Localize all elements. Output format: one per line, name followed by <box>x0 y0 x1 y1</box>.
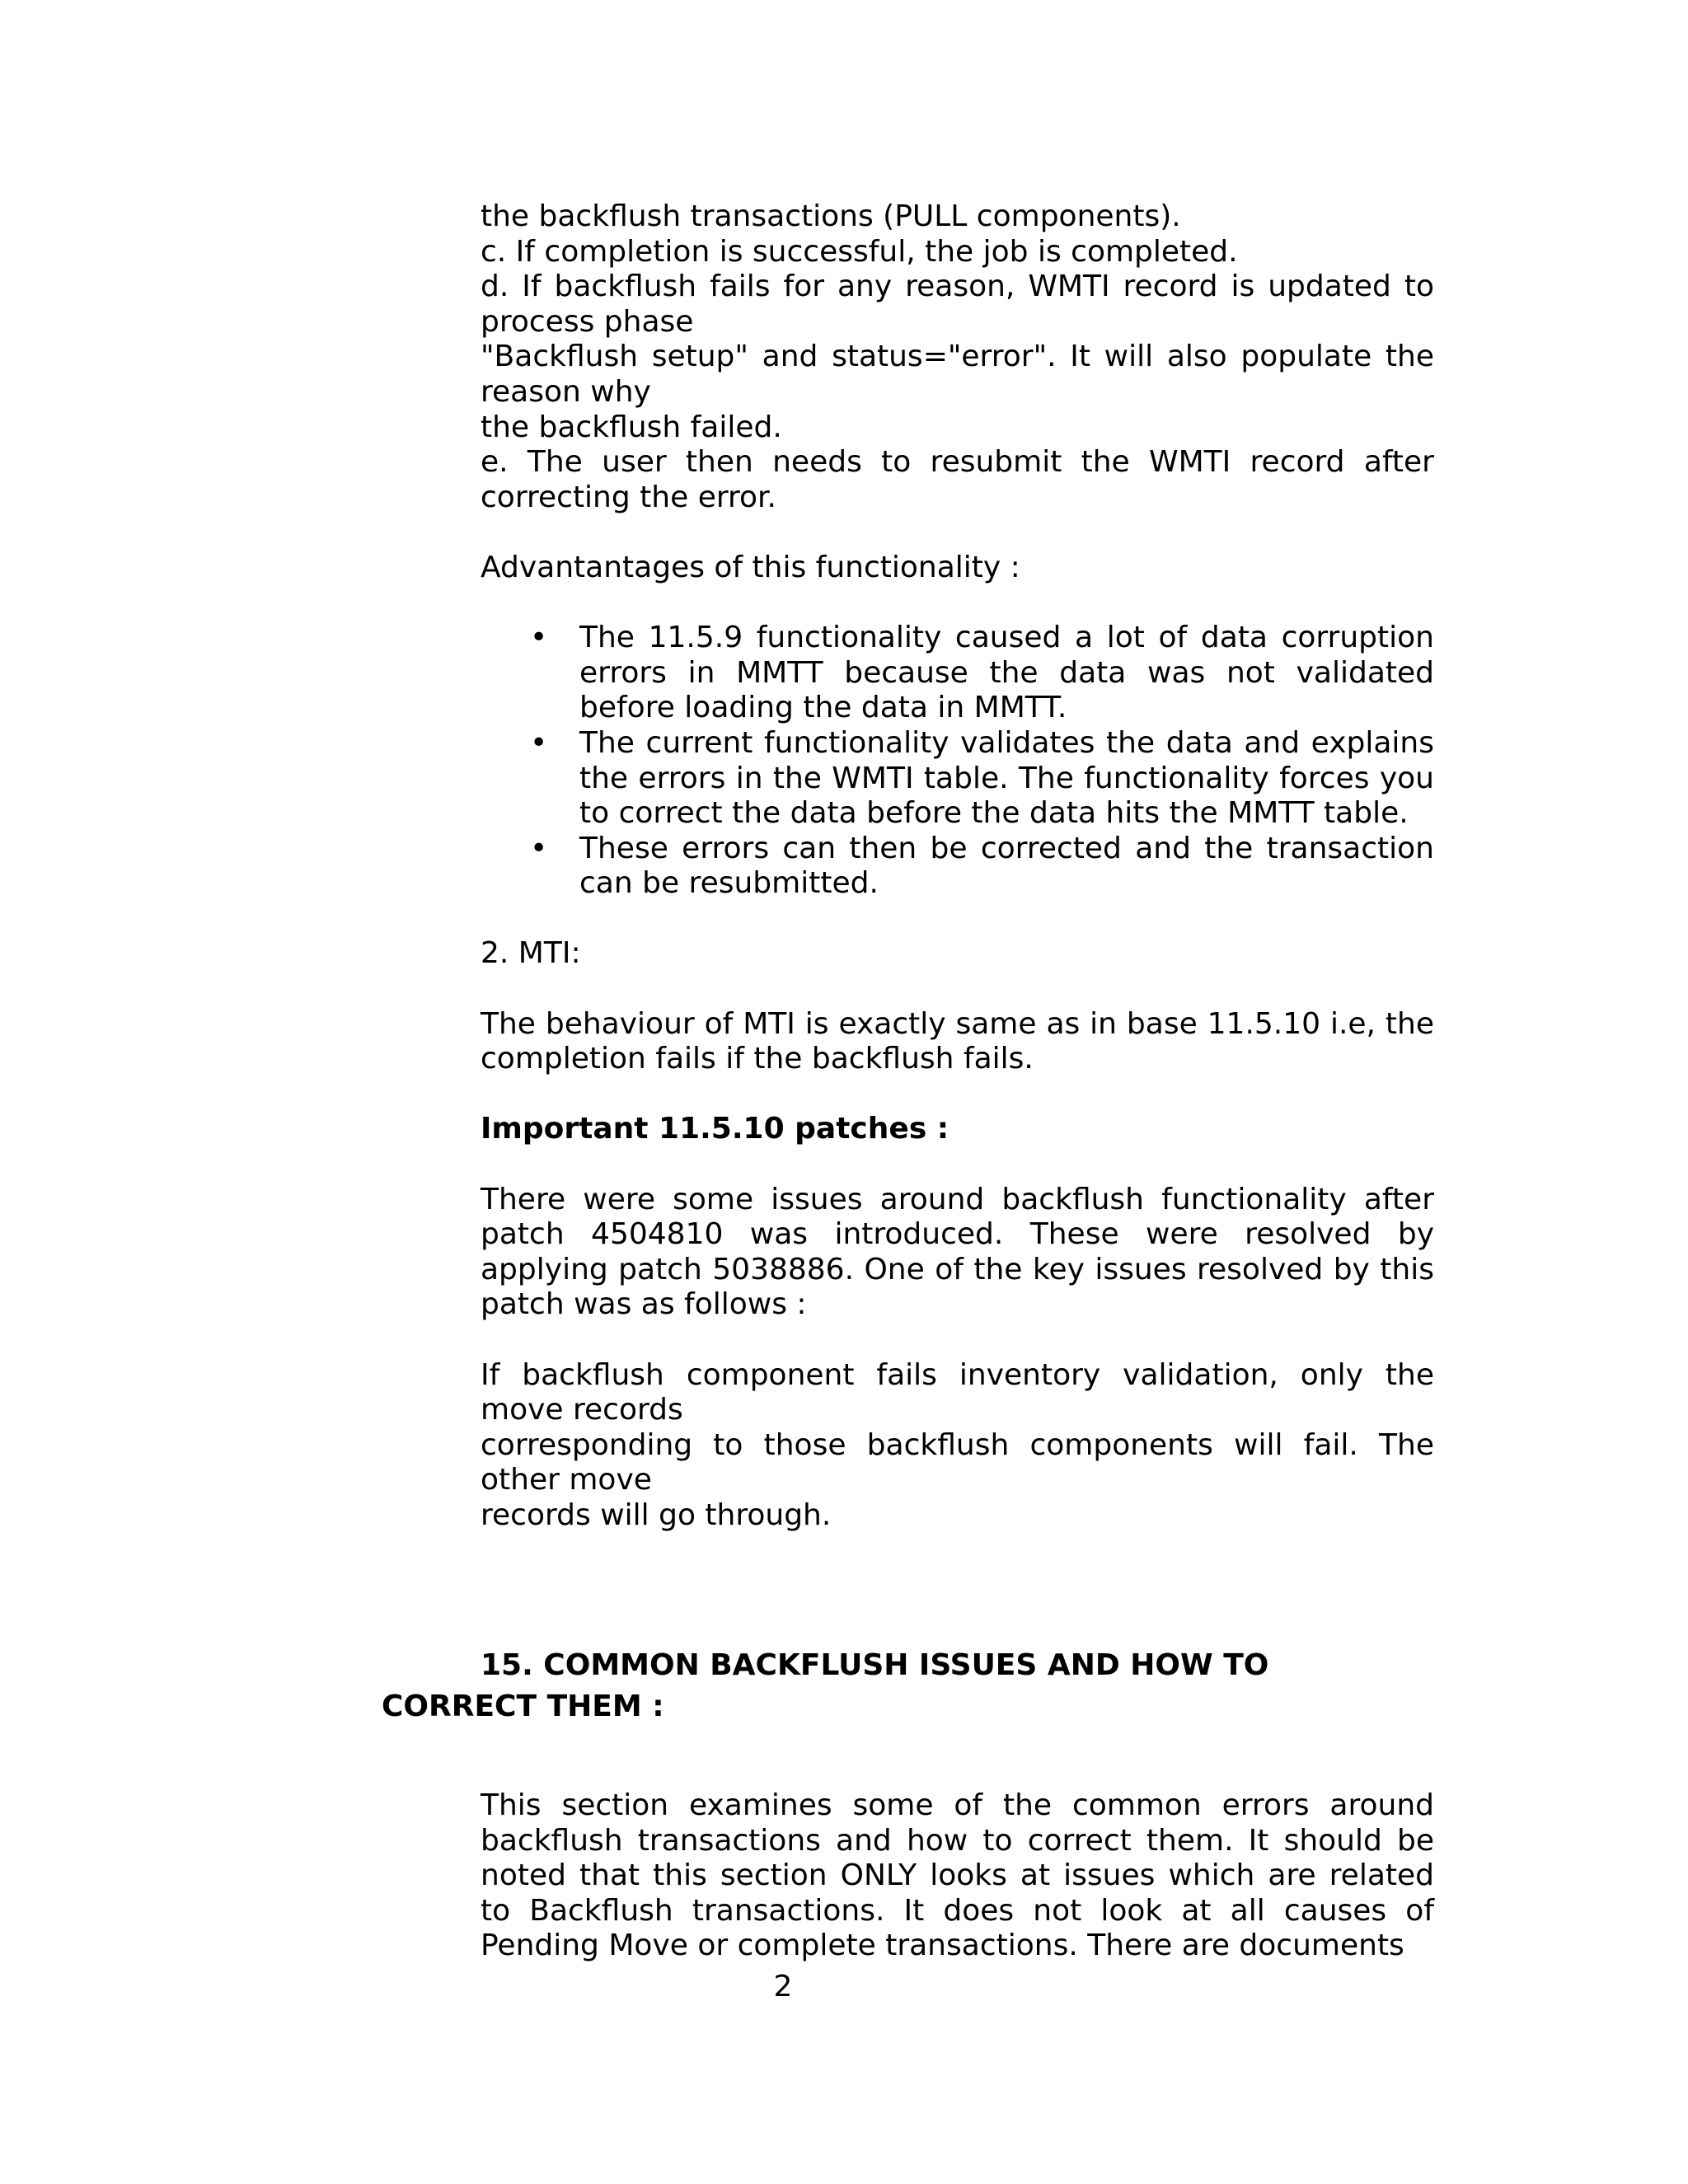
page-number: 2 <box>773 1970 793 2004</box>
list-item-text: These errors can then be corrected and the transaction can be resubmitted. <box>579 831 1434 901</box>
text-line: e. The user then needs to resubmit the WMTI record after <box>481 445 1434 480</box>
text-line: reason why <box>481 374 651 409</box>
patches-heading: Important 11.5.10 patches : <box>481 1112 950 1146</box>
patches-paragraph: There were some issues around backflush functionality after patch 4504810 was introduced. These were resolved by applying patch 5038886. One of the key issues resolved by this patch was as follows : <box>481 1182 1434 1322</box>
list-item <box>481 621 1434 726</box>
mti-paragraph: The behaviour of MTI is exactly same as in base 11.5.10 i.e, the completion fails if the backflush fails. <box>481 1006 1434 1076</box>
list-item-text: The 11.5.9 functionality caused a lot of data corruption errors in MMTT because the data was not validated before loading the data in MMTT. <box>579 621 1434 725</box>
list-item <box>481 832 1434 902</box>
text-line: records will go through. <box>481 1497 832 1532</box>
advantages-heading: Advantantages of this functionality : <box>481 550 1020 584</box>
list-item <box>481 726 1434 832</box>
section-heading-line: 15. COMMON BACKFLUSH ISSUES AND HOW TO <box>481 1648 1269 1682</box>
bullet-icon: • <box>530 621 548 655</box>
text-line: other move <box>481 1463 652 1497</box>
text-line: corresponding to those backflush components will fail. The <box>481 1427 1434 1462</box>
text-line: "Backflush setup" and status="error". It will also populate the <box>481 340 1434 374</box>
text-line: move records <box>481 1393 683 1427</box>
body-column <box>481 199 1434 1534</box>
text-line: process phase <box>481 304 694 339</box>
mti-heading: 2. MTI: <box>481 936 581 971</box>
text-line: the backflush failed. <box>481 410 782 444</box>
text-line: c. If completion is successful, the job is completed. <box>481 234 1238 269</box>
text-line: the backflush transactions (PULL components). <box>481 199 1181 233</box>
text-line: d. If backflush fails for any reason, WMTI record is updated to <box>481 269 1434 304</box>
bullet-icon: • <box>530 725 548 760</box>
section-heading <box>382 1645 1536 1727</box>
list-item-text: The current functionality validates the data and explains the errors in the WMTI table. The functionality forces you to correct the data before the data hits the MMTT table. <box>579 725 1434 831</box>
text-line: correcting the error. <box>481 480 776 514</box>
bullet-icon: • <box>530 831 548 865</box>
text-line: If backflush component fails inventory validation, only the <box>481 1357 1434 1392</box>
section-heading-line: CORRECT THEM : <box>382 1690 664 1723</box>
advantages-list <box>481 621 1434 902</box>
section-paragraph: This section examines some of the common errors around backflush transactions and how to correct them. It should be noted that this section ONLY looks at issues which are related to Backflush transactions. It does not look at all causes of Pending Move or complete transactions. There are documents <box>481 1788 1434 1963</box>
